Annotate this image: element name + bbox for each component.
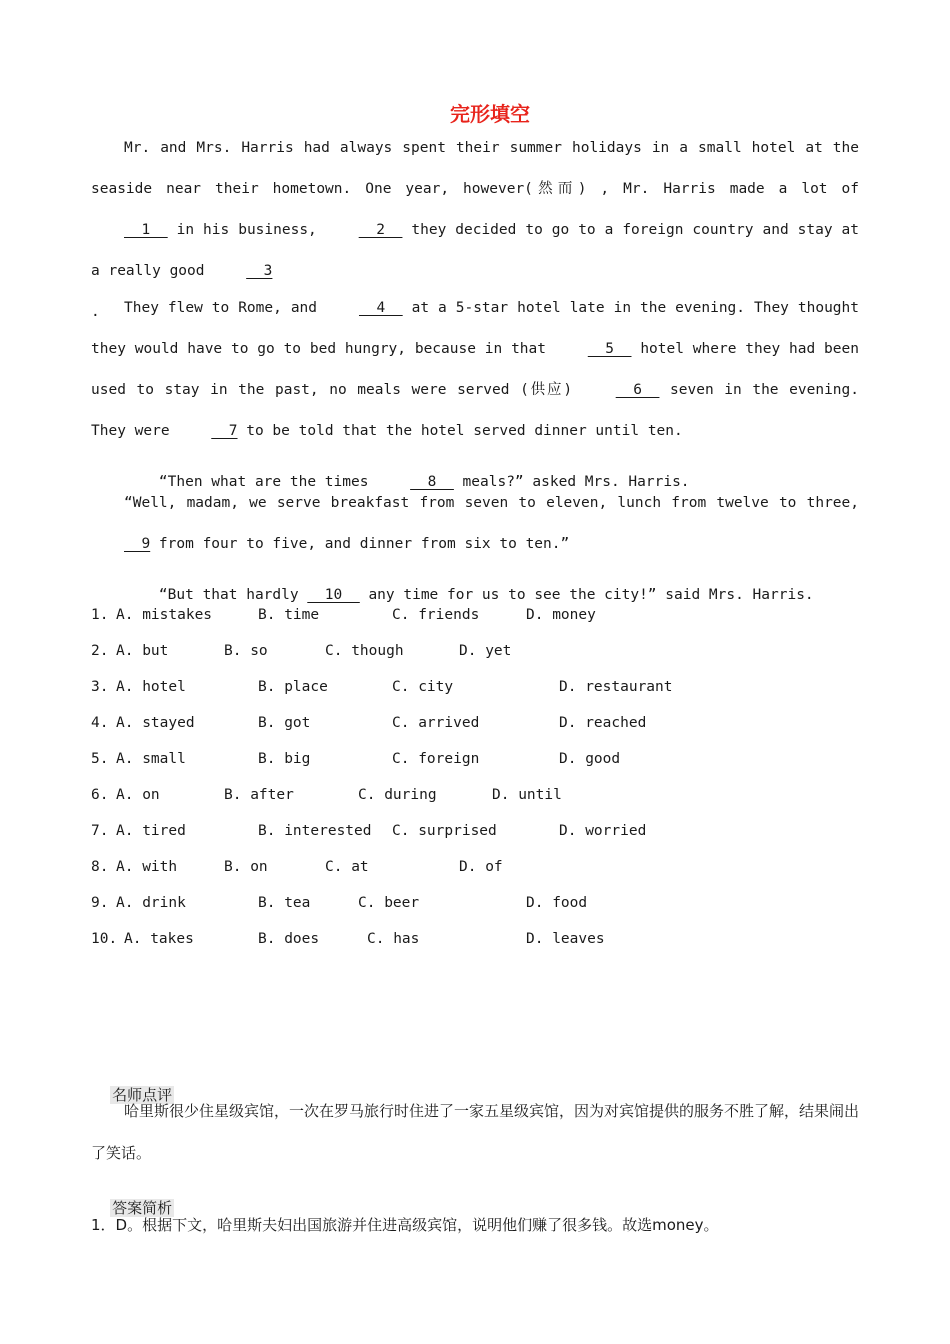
option-d[interactable]: D. restaurant: [559, 679, 673, 695]
blank-8[interactable]: __8__: [410, 474, 454, 490]
option-d[interactable]: D. until: [492, 787, 562, 803]
option-b[interactable]: B. after: [224, 787, 294, 803]
option-a[interactable]: A. on: [116, 787, 160, 803]
passage-text: “But that hardly: [158, 587, 308, 603]
option-c[interactable]: C. arrived: [392, 715, 480, 731]
blank-2[interactable]: __2__: [358, 222, 403, 238]
option-b[interactable]: B. interested: [258, 823, 372, 839]
question-number: 8.: [91, 859, 109, 875]
option-c[interactable]: C. during: [358, 787, 437, 803]
option-c[interactable]: C. though: [325, 643, 404, 659]
question-number: 10.: [91, 931, 118, 947]
passage-text: in his business,: [167, 222, 326, 238]
option-a[interactable]: A. but: [116, 643, 169, 659]
question-row: [91, 931, 605, 1043]
option-a[interactable]: A. drink: [116, 895, 186, 911]
option-d[interactable]: D. money: [526, 607, 596, 623]
option-c[interactable]: C. city: [392, 679, 454, 695]
passage-text: They flew to Rome, and: [124, 300, 326, 316]
option-a[interactable]: A. with: [116, 859, 178, 875]
option-a[interactable]: A. tired: [116, 823, 186, 839]
passage-text: hotel where they had been used to stay in the past, no meals were served (供应): [91, 341, 859, 398]
blank-4[interactable]: __4__: [358, 300, 403, 316]
option-c[interactable]: C. beer: [358, 895, 420, 911]
blank-6[interactable]: __6__: [615, 382, 660, 398]
question-number: 6.: [91, 787, 109, 803]
option-c[interactable]: C. foreign: [392, 751, 480, 767]
question-number: 9.: [91, 895, 109, 911]
blank-9[interactable]: __9: [124, 536, 151, 552]
option-c[interactable]: C. at: [325, 859, 369, 875]
option-b[interactable]: B. so: [224, 643, 268, 659]
option-b[interactable]: B. tea: [258, 895, 311, 911]
blank-10[interactable]: __10__: [307, 587, 360, 603]
question-number: 2.: [91, 643, 109, 659]
passage-text: any time for us to see the city!” said Mrs. Harris.: [359, 587, 814, 603]
option-a[interactable]: A. takes: [124, 931, 194, 947]
option-d[interactable]: D. food: [526, 895, 588, 911]
blank-7[interactable]: __7: [211, 423, 238, 439]
option-b[interactable]: B. place: [258, 679, 328, 695]
question-number: 7.: [91, 823, 109, 839]
document-title: 完形填空: [450, 102, 530, 126]
option-c[interactable]: C. friends: [392, 607, 480, 623]
option-a[interactable]: A. small: [116, 751, 186, 767]
passage-paragraph-4: [91, 483, 859, 565]
option-d[interactable]: D. good: [559, 751, 621, 767]
blank-3[interactable]: __3: [246, 263, 273, 279]
option-b[interactable]: B. time: [258, 607, 320, 623]
passage-text: meals?” asked Mrs. Harris.: [453, 474, 690, 490]
option-c[interactable]: C. has: [367, 931, 420, 947]
option-a[interactable]: A. stayed: [116, 715, 195, 731]
analysis-item-1: 1．D。根据下文，哈里斯夫妇出国旅游并住进高级宾馆，说明他们赚了很多钱。故选money。: [91, 1216, 719, 1234]
option-d[interactable]: D. leaves: [526, 931, 605, 947]
blank-1[interactable]: __1__: [124, 222, 168, 238]
passage-text: from four to five, and dinner from six to ten.”: [150, 536, 570, 552]
option-a[interactable]: A. mistakes: [116, 607, 213, 623]
option-d[interactable]: D. reached: [559, 715, 647, 731]
question-number: 4.: [91, 715, 109, 731]
option-b[interactable]: B. on: [224, 859, 268, 875]
passage-text: Mr. and Mrs. Harris had always spent their summer holidays in a small hotel at the seaside near their hometown. One year, however(然而) , Mr. Harris made a lot of: [91, 140, 859, 197]
passage-text: they decided to go to a foreign country and stay at a really good: [91, 222, 859, 279]
passage-text: .: [91, 304, 100, 320]
option-d[interactable]: D. of: [459, 859, 503, 875]
analysis-heading-label: 答案简析: [112, 1199, 173, 1217]
option-a[interactable]: A. hotel: [116, 679, 186, 695]
passage-text: at a 5-star hotel late in the evening. They thought they would have to go to bed hungry, because in that: [91, 300, 859, 357]
question-number: 5.: [91, 751, 109, 767]
blank-5[interactable]: __5__: [587, 341, 632, 357]
passage-text: to be told that the hotel served dinner until ten.: [237, 423, 683, 439]
question-number: 3.: [91, 679, 109, 695]
question-number: 1.: [91, 607, 109, 623]
option-b[interactable]: B. big: [258, 751, 311, 767]
passage-text: “Then what are the times: [158, 474, 378, 490]
passage-paragraph-2: [91, 288, 859, 452]
passage-text: “Well, madam, we serve breakfast from seven to eleven, lunch from twelve to three,: [124, 495, 859, 511]
review-heading-label: 名师点评: [112, 1086, 173, 1104]
option-b[interactable]: B. does: [258, 931, 320, 947]
option-c[interactable]: C. surprised: [392, 823, 497, 839]
option-d[interactable]: D. yet: [459, 643, 512, 659]
option-b[interactable]: B. got: [258, 715, 311, 731]
passage-text: seven in the evening. They were: [91, 382, 859, 439]
option-d[interactable]: D. worried: [559, 823, 647, 839]
review-text: 哈里斯很少住星级宾馆，一次在罗马旅行时住进了一家五星级宾馆，因为对宾馆提供的服务不胜了解，结果闹出了笑话。: [91, 1102, 860, 1162]
